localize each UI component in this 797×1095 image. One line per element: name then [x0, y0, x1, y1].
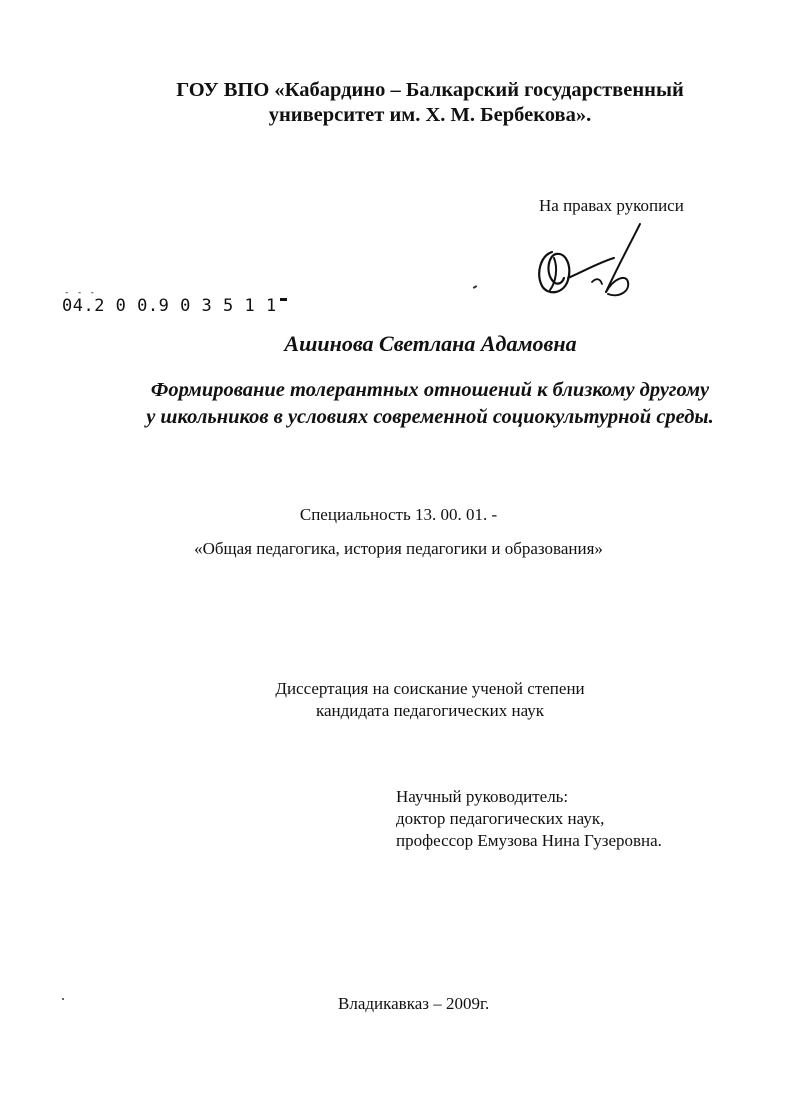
title-line-2: у школьников в условиях современной социокультурной среды. [146, 406, 714, 428]
degree-line-1: Диссертация на соискание ученой степени [275, 679, 585, 698]
registration-number [62, 288, 287, 316]
institution-header [110, 78, 750, 128]
specialty-name: «Общая педагогика, история педагогики и образования» [194, 539, 603, 558]
manuscript-rights-note: На правах рукописи [539, 196, 684, 215]
city-year: Владикавказ – 2009г. [338, 994, 490, 1013]
supervisor-label: Научный руководитель: [396, 787, 569, 806]
scan-speck [473, 285, 477, 289]
supervisor-block [396, 786, 662, 852]
scan-speck [62, 998, 64, 1000]
specialty-block [0, 498, 797, 566]
specialty-code: Специальность 13. 00. 01. - [299, 505, 498, 524]
author-name: Ашинова Светлана Адамовна [284, 331, 577, 356]
dissertation-title [110, 377, 750, 431]
handwritten-signature [522, 222, 642, 307]
institution-line-1: ГОУ ВПО «Кабардино – Балкарский государственный [176, 79, 684, 101]
supervisor-degree: доктор педагогических наук, [396, 809, 605, 828]
registration-number-text: 04.2 0 0.9 0 3 5 1 1 [62, 296, 277, 316]
supervisor-name: профессор Емузова Нина Гузеровна. [396, 831, 662, 850]
registration-tick-marks: - - - [64, 288, 97, 298]
title-line-1: Формирование толерантных отношений к близкому другому [150, 379, 710, 401]
degree-statement [220, 678, 640, 722]
degree-line-2: кандидата педагогических наук [315, 701, 545, 720]
registration-dash-mark [280, 298, 287, 301]
institution-line-2: университет им. Х. М. Бербекова». [268, 104, 592, 126]
